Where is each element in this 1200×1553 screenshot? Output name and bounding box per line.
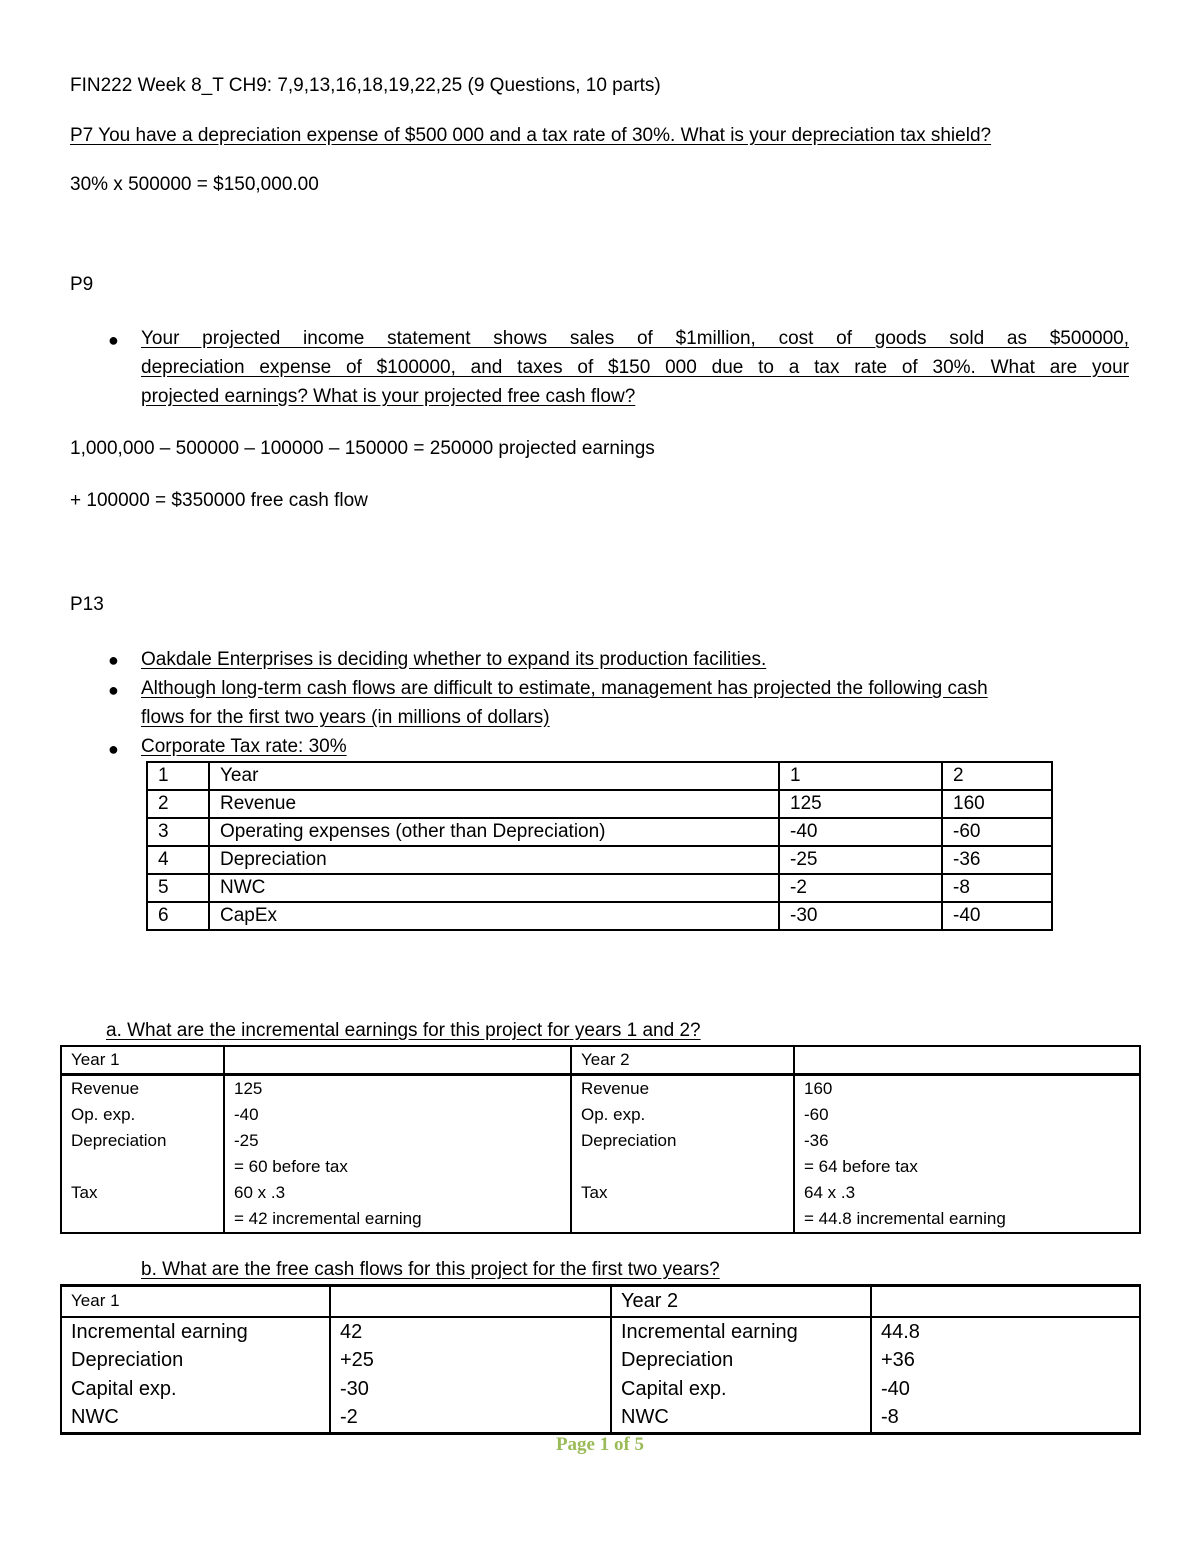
table-cell: 125 bbox=[779, 790, 942, 818]
p9-question-line: Your projected income statement shows sales of $1million, cost of goods sold as $500000, bbox=[141, 328, 1129, 349]
bullet-icon: ● bbox=[108, 650, 119, 670]
p13-bullet: flows for the first two years (in millions of dollars) bbox=[141, 707, 550, 728]
table-cell bbox=[61, 1206, 224, 1233]
p9-answer-fcf: + 100000 = $350000 free cash flow bbox=[70, 490, 368, 511]
table-row bbox=[61, 1375, 1140, 1404]
table-cell: -25 bbox=[779, 846, 942, 874]
table-row bbox=[61, 1154, 1140, 1180]
table-cell: 160 bbox=[794, 1075, 1140, 1103]
table-cell: Tax bbox=[571, 1180, 794, 1206]
table-cell: 125 bbox=[224, 1075, 571, 1103]
table-cell: 160 bbox=[942, 790, 1052, 818]
p9-label: P9 bbox=[70, 274, 94, 295]
header-blank bbox=[794, 1046, 1140, 1075]
table-cell: = 42 incremental earning bbox=[224, 1206, 571, 1233]
table-cell: Depreciation bbox=[61, 1128, 224, 1154]
free-cash-flow-table bbox=[60, 1284, 1141, 1435]
p9-question bbox=[141, 324, 1129, 411]
table-cell: -36 bbox=[794, 1128, 1140, 1154]
table-row bbox=[61, 1346, 1140, 1375]
table-cell: Depreciation bbox=[209, 846, 779, 874]
p7-answer: 30% x 500000 = $150,000.00 bbox=[70, 174, 319, 195]
table-cell: = 60 before tax bbox=[224, 1154, 571, 1180]
table-cell: Year bbox=[209, 762, 779, 790]
table-cell: Capital exp. bbox=[611, 1375, 871, 1404]
table-cell: Operating expenses (other than Depreciation) bbox=[209, 818, 779, 846]
p13-label: P13 bbox=[70, 594, 104, 615]
table-cell: -40 bbox=[779, 818, 942, 846]
table-cell: 6 bbox=[147, 902, 209, 930]
table-cell bbox=[571, 1154, 794, 1180]
table-cell: Op. exp. bbox=[61, 1102, 224, 1128]
table-cell: -30 bbox=[779, 902, 942, 930]
table-cell: 60 x .3 bbox=[224, 1180, 571, 1206]
table-cell: 42 bbox=[330, 1317, 611, 1347]
page-title: FIN222 Week 8_T CH9: 7,9,13,16,18,19,22,25 (9 Questions, 10 parts) bbox=[70, 75, 661, 96]
table-row bbox=[61, 1102, 1140, 1128]
year1-header: Year 1 bbox=[61, 1046, 224, 1075]
table-cell: -8 bbox=[871, 1403, 1140, 1433]
table-cell: Incremental earning bbox=[61, 1317, 330, 1347]
p13-bullet: Although long-term cash flows are difficult to estimate, management has projected the following cash bbox=[141, 678, 988, 699]
table-cell: -2 bbox=[779, 874, 942, 902]
table-cell: 5 bbox=[147, 874, 209, 902]
table-row bbox=[61, 1206, 1140, 1233]
table-cell: -2 bbox=[330, 1403, 611, 1433]
part-b-question: b. What are the free cash flows for this project for the first two years? bbox=[141, 1259, 720, 1280]
table-cell bbox=[571, 1206, 794, 1233]
table-cell: Tax bbox=[61, 1180, 224, 1206]
p9-question-line: projected earnings? What is your projected free cash flow? bbox=[141, 386, 636, 407]
table-cell: -40 bbox=[942, 902, 1052, 930]
table-cell: 2 bbox=[942, 762, 1052, 790]
table-cell: 2 bbox=[147, 790, 209, 818]
year1-header: Year 1 bbox=[61, 1286, 330, 1317]
table-cell: NWC bbox=[209, 874, 779, 902]
table-cell: -60 bbox=[942, 818, 1052, 846]
table-cell: Depreciation bbox=[611, 1346, 871, 1375]
p13-bullet: Oakdale Enterprises is deciding whether to expand its production facilities. bbox=[141, 649, 767, 670]
header-blank bbox=[224, 1046, 571, 1075]
table-cell: -40 bbox=[871, 1375, 1140, 1404]
table-cell: -25 bbox=[224, 1128, 571, 1154]
table-cell: 4 bbox=[147, 846, 209, 874]
table-cell: Revenue bbox=[571, 1075, 794, 1103]
table-row bbox=[147, 762, 1052, 790]
table-cell: 1 bbox=[147, 762, 209, 790]
table-header-row bbox=[61, 1286, 1140, 1317]
page-footer: Page 1 of 5 bbox=[555, 1434, 645, 1455]
header-blank bbox=[871, 1286, 1140, 1317]
table-row bbox=[147, 818, 1052, 846]
table-cell: 3 bbox=[147, 818, 209, 846]
table-row bbox=[61, 1403, 1140, 1433]
table-cell: Revenue bbox=[61, 1075, 224, 1103]
table-cell: Incremental earning bbox=[611, 1317, 871, 1347]
incremental-earnings-table bbox=[60, 1045, 1141, 1234]
table-row bbox=[61, 1317, 1140, 1347]
table-cell: 44.8 bbox=[871, 1317, 1140, 1347]
table-cell: -8 bbox=[942, 874, 1052, 902]
year2-header: Year 2 bbox=[571, 1046, 794, 1075]
table-cell: CapEx bbox=[209, 902, 779, 930]
table-cell: = 44.8 incremental earning bbox=[794, 1206, 1140, 1233]
table-cell: NWC bbox=[61, 1403, 330, 1433]
table-cell bbox=[61, 1154, 224, 1180]
p7-question: P7 You have a depreciation expense of $500 000 and a tax rate of 30%. What is your depreciation tax shield? bbox=[70, 125, 992, 146]
table-cell: -40 bbox=[224, 1102, 571, 1128]
table-row bbox=[61, 1180, 1140, 1206]
table-row bbox=[61, 1128, 1140, 1154]
bullet-icon: ● bbox=[108, 680, 119, 700]
p9-answer-earnings: 1,000,000 – 500000 – 100000 – 150000 = 250000 projected earnings bbox=[70, 438, 655, 459]
table-cell: Capital exp. bbox=[61, 1375, 330, 1404]
bullet-icon: ● bbox=[108, 330, 119, 350]
table-cell: 1 bbox=[779, 762, 942, 790]
bullet-icon: ● bbox=[108, 739, 119, 759]
table-cell: NWC bbox=[611, 1403, 871, 1433]
table-row bbox=[147, 902, 1052, 930]
part-a-question: a. What are the incremental earnings for this project for years 1 and 2? bbox=[106, 1020, 701, 1041]
table-cell: Depreciation bbox=[61, 1346, 330, 1375]
table-cell: 64 x .3 bbox=[794, 1180, 1140, 1206]
table-cell: +25 bbox=[330, 1346, 611, 1375]
table-cell: -30 bbox=[330, 1375, 611, 1404]
table-cell: Revenue bbox=[209, 790, 779, 818]
table-row bbox=[61, 1075, 1140, 1103]
table-row bbox=[147, 846, 1052, 874]
cash-flow-table bbox=[146, 761, 1053, 931]
table-cell: -60 bbox=[794, 1102, 1140, 1128]
table-header-row bbox=[61, 1046, 1140, 1075]
table-row bbox=[147, 790, 1052, 818]
table-cell: Op. exp. bbox=[571, 1102, 794, 1128]
table-cell: +36 bbox=[871, 1346, 1140, 1375]
header-blank bbox=[330, 1286, 611, 1317]
table-cell: Depreciation bbox=[571, 1128, 794, 1154]
table-cell: -36 bbox=[942, 846, 1052, 874]
table-cell: = 64 before tax bbox=[794, 1154, 1140, 1180]
p13-bullet-list bbox=[141, 645, 988, 761]
year2-header: Year 2 bbox=[611, 1286, 871, 1317]
p9-question-line: depreciation expense of $100000, and taxes of $150 000 due to a tax rate of 30%. What are your bbox=[141, 357, 1129, 378]
table-row bbox=[147, 874, 1052, 902]
p13-bullet: Corporate Tax rate: 30% bbox=[141, 736, 347, 757]
